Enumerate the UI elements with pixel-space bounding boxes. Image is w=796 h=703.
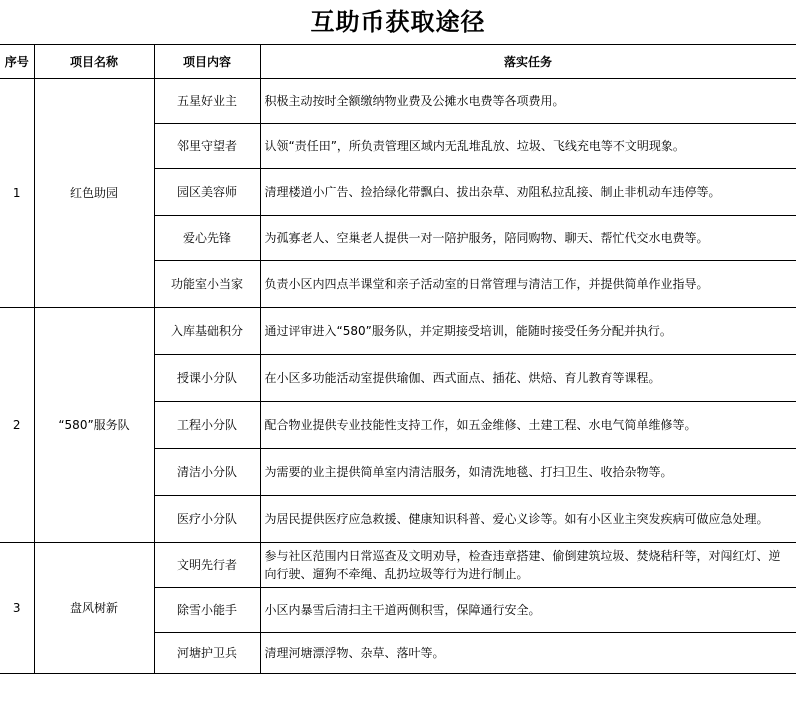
item-content[interactable]: 授课小分队 [154,355,260,402]
item-task[interactable]: 小区内暴雪后清扫主干道两侧积雪，保障通行安全。 [260,588,796,633]
item-content[interactable]: 医疗小分队 [154,496,260,543]
sheet-title: 互助币获取途径 [0,0,796,45]
group-no[interactable]: 1 [0,79,34,308]
item-content[interactable]: 爱心先锋 [154,216,260,261]
item-task[interactable]: 配合物业提供专业技能性支持工作，如五金维修、土建工程、水电气简单维修等。 [260,402,796,449]
item-content[interactable]: 除雪小能手 [154,588,260,633]
item-task[interactable]: 通过评审进入“580”服务队，并定期接受培训，能随时接受任务分配并执行。 [260,308,796,355]
item-content[interactable]: 入库基础积分 [154,308,260,355]
item-task[interactable]: 为需要的业主提供简单室内清洁服务，如清洗地毯、打扫卫生、收拾杂物等。 [260,449,796,496]
item-task[interactable]: 认领“责任田”，所负责管理区域内无乱堆乱放、垃圾、飞线充电等不文明现象。 [260,124,796,169]
item-content[interactable]: 五星好业主 [154,79,260,124]
table-row [0,79,796,124]
item-task[interactable]: 积极主动按时全额缴纳物业费及公摊水电费等各项费用。 [260,79,796,124]
item-content[interactable]: 邻里守望者 [154,124,260,169]
group-name[interactable]: “580”服务队 [34,308,154,543]
item-content[interactable]: 河塘护卫兵 [154,633,260,674]
item-content[interactable]: 园区美容师 [154,169,260,216]
item-task[interactable]: 负责小区内四点半课堂和亲子活动室的日常管理与清洁工作，并提供简单作业指导。 [260,261,796,308]
item-content[interactable]: 清洁小分队 [154,449,260,496]
tasks-table [0,45,796,674]
group-no[interactable]: 3 [0,543,34,674]
table-row [0,308,796,355]
item-task[interactable]: 在小区多功能活动室提供瑜伽、西式面点、插花、烘焙、育儿教育等课程。 [260,355,796,402]
header-row [0,45,796,79]
header-no[interactable]: 序号 [0,45,34,79]
header-content[interactable]: 项目内容 [154,45,260,79]
item-task[interactable]: 清理楼道小广告、捡拾绿化带飘白、拔出杂草、劝阻私拉乱接、制止非机动车违停等。 [260,169,796,216]
header-task[interactable]: 落实任务 [260,45,796,79]
item-task[interactable]: 为孤寡老人、空巢老人提供一对一陪护服务，陪同购物、聊天、帮忙代交水电费等。 [260,216,796,261]
item-task[interactable]: 参与社区范围内日常巡查及文明劝导，检查违章搭建、偷倒建筑垃圾、焚烧秸秆等，对闯红灯、逆向行驶、遛狗不牵绳、乱扔垃圾等行为进行制止。 [260,543,796,588]
item-task[interactable]: 为居民提供医疗应急救援、健康知识科普、爱心义诊等。如有小区业主突发疾病可做应急处理。 [260,496,796,543]
group-name[interactable]: 盘风树新 [34,543,154,674]
header-name[interactable]: 项目名称 [34,45,154,79]
item-content[interactable]: 工程小分队 [154,402,260,449]
item-task[interactable]: 清理河塘漂浮物、杂草、落叶等。 [260,633,796,674]
item-content[interactable]: 文明先行者 [154,543,260,588]
item-content[interactable]: 功能室小当家 [154,261,260,308]
table-row [0,543,796,588]
group-name[interactable]: 红色助园 [34,79,154,308]
group-no[interactable]: 2 [0,308,34,543]
